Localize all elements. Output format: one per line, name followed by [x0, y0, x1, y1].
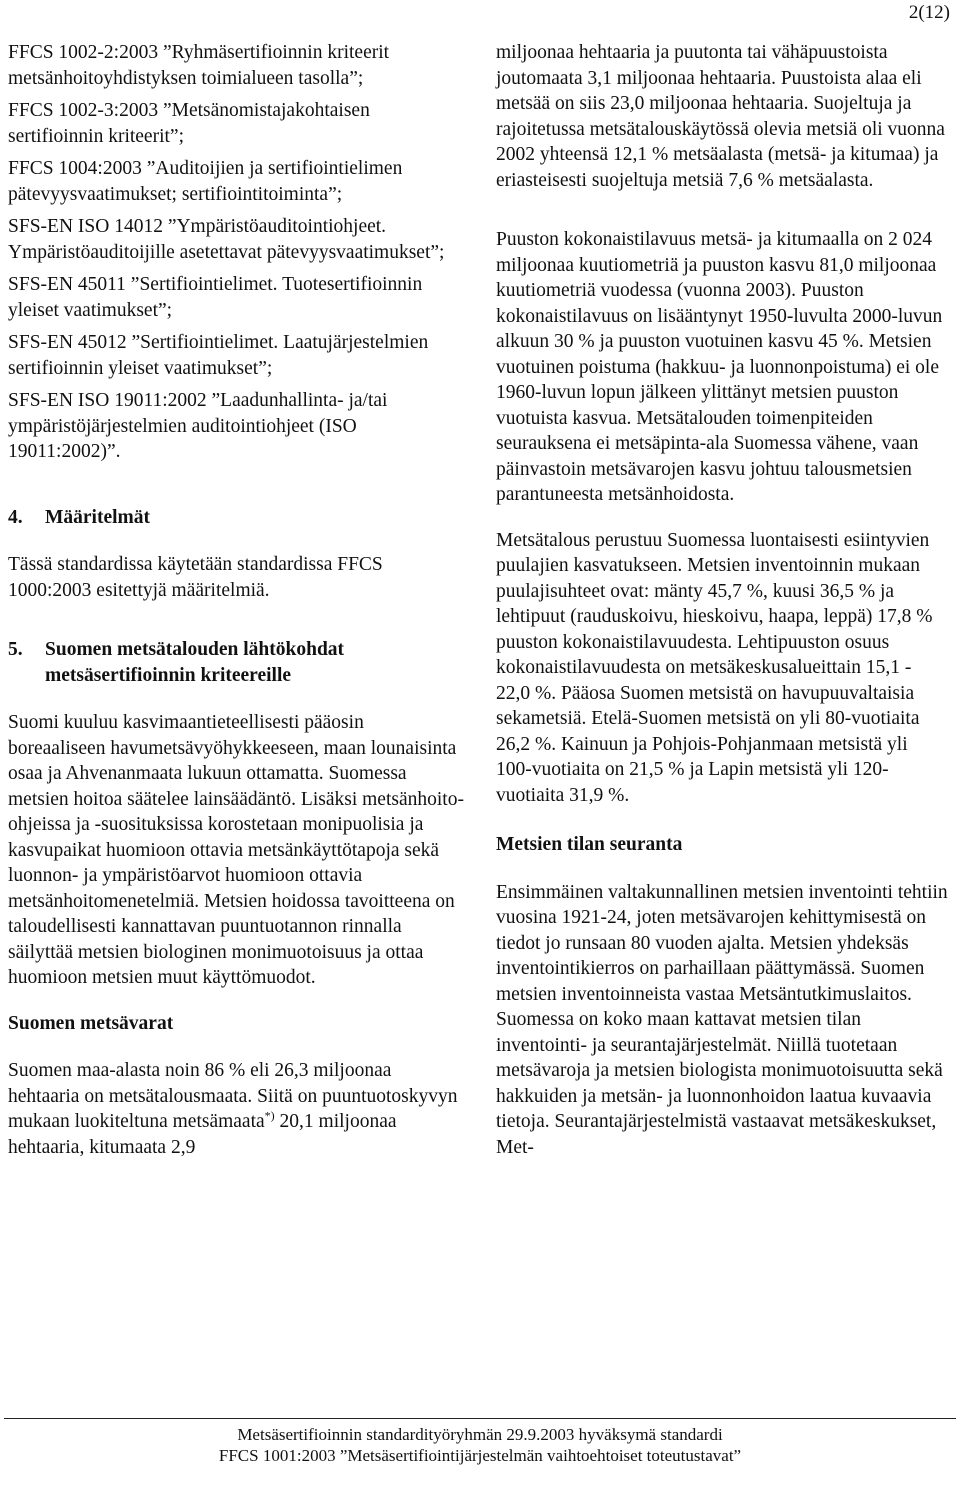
- section-4-heading: [8, 505, 466, 531]
- section-4-number: 4.: [8, 506, 23, 528]
- reference-sfs-en-iso-14012: SFS-EN ISO 14012 ”Ympäristöauditointiohjeet. Ympäristöauditoijille asetettavat pätevyysvaatimukset”;: [8, 216, 445, 263]
- footer: [0, 1424, 960, 1466]
- section-5-title: Suomen metsätalouden lähtökohdat metsäsertifioinnin kriteereille: [45, 639, 345, 686]
- section-4-title: Määritelmät: [45, 506, 151, 528]
- puusto-text: Puuston kokonaistilavuus metsä- ja kitumaalla on 2 024 miljoonaa kuutiometriä ja puuston kasvu 81,0 miljoonaa kuutiometriä vuodessa (vuonna 2003). Puuston kokonaistilavuus on lisääntynyt 1950-luvulta 2000-luvun alkuun 30 % ja puuston vuotuinen kasvu 45 %. Metsien vuotuinen poistuma (hakkuu- ja luonnonpoistuma) ei ole 1960-luvun lopun jälkeen ylittänyt metsien puuston vuotuista kasvua. Metsätalouden toimenpiteiden seurauksena ei metsäpinta-ala Suomessa vähene, vaan päinvastoin metsävarojen kasvu johtuu talousmetsien parantuneesta metsänhoidosta.: [496, 229, 943, 505]
- right-column: [496, 40, 948, 1180]
- metsavarat-text-end: 20,1 miljoonaa hehtaaria, kitumaata 2,9: [8, 1111, 397, 1158]
- reference-ffcs-1002-2: FFCS 1002-2:2003 ”Ryhmäsertifioinnin kriteerit metsänhoitoyhdistyksen toimialueen tasolla”;: [8, 42, 390, 89]
- section-5-heading: [8, 637, 466, 688]
- metsavarat-text-start: Suomen maa-alasta noin 86 % eli 26,3 miljoonaa hehtaaria on metsätalousmaata. Siitä on puuntuotoskyvyn mukaan luokiteltuna metsämaata: [8, 1060, 458, 1132]
- metsavarat-text: [8, 1058, 466, 1160]
- footnote-mark: *): [264, 1108, 275, 1123]
- footer-line-2: FFCS 1001:2003 ”Metsäsertifiointijärjestelmän vaihtoehtoiset toteutustavat”: [218, 1446, 742, 1465]
- left-column: [8, 40, 466, 1180]
- footer-line-1: Metsäsertifioinnin standardityöryhmän 29.9.2003 hyväksymä standardi: [237, 1425, 723, 1444]
- section-5-text: Suomi kuuluu kasvimaantieteellisesti pääosin boreaaliseen havumetsävyöhykkeeseen, maan lounaisinta osaa ja Ahvenanmaata lukuun ottamatta. Suomessa metsien hoitoa säätelee lainsäädäntö. Lisäksi metsänhoito-ohjeissa ja -suosituksissa korostetaan monipuolisia ja kasvupaikat huomioon ottavia metsänkäyttötapoja sekä luonnon- ja ympäristöarvot huomioon ottavia metsänhoitomenetelmiä. Metsien hoidossa tavoitteena on taloudellisesti kannattavan puuntuotannon rinnalla säilyttää metsien biologinen monimuotoisuus ja ottaa huomioon metsien muut käyttömuodot.: [8, 712, 464, 988]
- section-4-text: Tässä standardissa käytetään standardissa FFCS 1000:2003 esitettyjä määritelmiä.: [8, 554, 383, 601]
- reference-sfs-en-45011: SFS-EN 45011 ”Sertifiointielimet. Tuotesertifioinnin yleiset vaatimukset”;: [8, 274, 423, 321]
- reference-ffcs-1004: FFCS 1004:2003 ”Auditoijien ja sertifiointielimen pätevyysvaatimukset; sertifiointitoiminta”;: [8, 158, 403, 205]
- section-5-number: 5.: [8, 639, 23, 660]
- page-number: 2(12): [908, 2, 950, 23]
- seuranta-heading: Metsien tilan seuranta: [496, 834, 683, 855]
- footer-divider: [4, 1418, 956, 1419]
- puulajit-text: Metsätalous perustuu Suomessa luontaisesti esiintyvien puulajien kasvatukseen. Metsien inventoinnin mukaan puulajisuhteet ovat: mänty 45,7 %, kuusi 36,5 % ja lehtipuut (rauduskoivu, hieskoivu, haapa, leppä) 17,8 % puuston kokonaistilavuudesta. Lehtipuuston osuus kokonaistilavuudesta on metsäkeskusalueittain 15,1 - 22,0 %. Pääosa Suomen metsistä on havupuuvaltaisia sekametsiä. Etelä-Suomen metsistä on yli 80-vuotiaita 26,2 %. Kainuun ja Pohjois-Pohjanmaan metsistä yli 100-vuotiaita on 21,5 % ja Lapin metsistä yli 120-vuotiaita 31,9 %.: [496, 529, 933, 806]
- metsavarat-heading: Suomen metsävarat: [8, 1012, 174, 1034]
- seuranta-text: Ensimmäinen valtakunnallinen metsien inventointi tehtiin vuosina 1921-24, joten metsävarojen kehittymisestä on tiedot jo runsaan 80 vuoden ajalta. Metsien yhdeksäs inventointikierros on parhaillaan päättymässä. Suomen metsien inventoinneista vastaa Metsäntutkimuslaitos. Suomessa on koko maan kattavat metsien tilan inventointi- ja seurantajärjestelmät. Niillä tuotetaan metsävaroja ja metsien biologista monimuotoisuutta sekä hakkuiden ja metsän- ja luonnonhoidon laatua kuvaavia tietoja. Seurantajärjestelmistä vastaavat metsäkeskukset, Met-: [496, 881, 948, 1158]
- reference-ffcs-1002-3: FFCS 1002-3:2003 ”Metsänomistajakohtaisen sertifioinnin kriteerit”;: [8, 100, 370, 147]
- reference-sfs-en-iso-19011: SFS-EN ISO 19011:2002 ”Laadunhallinta- ja/tai ympäristöjärjestelmien auditointiohjeet (ISO 19011:2002)”.: [8, 390, 388, 462]
- reference-sfs-en-45012: SFS-EN 45012 ”Sertifiointielimet. Laatujärjestelmien sertifioinnin yleiset vaatimukset”;: [8, 332, 429, 379]
- metsavarat-continued-text: miljoonaa hehtaaria ja puutonta tai vähäpuustoista joutomaata 3,1 miljoonaa hehtaaria. Puustoista alaa eli metsää on siis 23,0 miljoonaa hehtaaria. Suojeltuja ja rajoitetussa metsätalouskäytössä olevia metsiä oli vuonna 2002 yhteensä 12,1 % metsäalasta (metsä- ja kitumaa) ja eriasteisesti suojeltuja metsiä 7,6 % metsäalasta.: [496, 42, 945, 191]
